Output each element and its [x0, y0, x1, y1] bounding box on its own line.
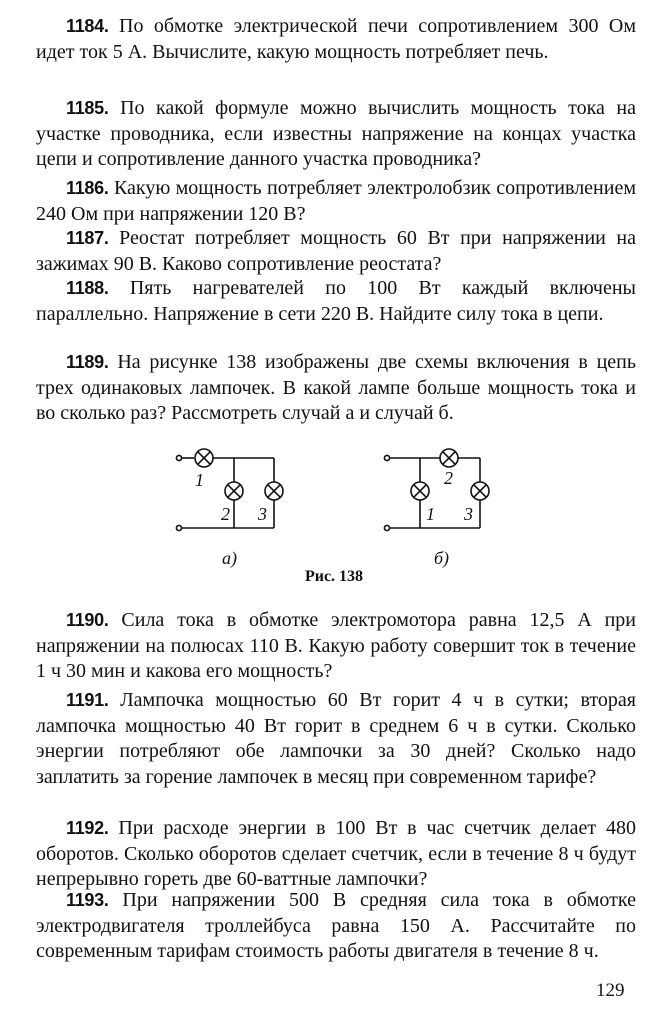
problem-number: 1189.	[66, 352, 109, 372]
lamp-icon	[265, 482, 283, 500]
problem-number: 1191.	[66, 690, 109, 710]
problem-text: По какой формуле можно вычислить мощность тока на участке проводника, если известны напряжение на концах участка цепи и сопротивление данного участка проводника?	[36, 97, 636, 171]
lamp-icon	[225, 482, 243, 500]
lamp-icon	[440, 449, 458, 467]
circuit-b	[384, 449, 489, 531]
problem-number: 1185.	[66, 98, 109, 118]
problem-1191	[36, 688, 636, 790]
terminal-icon	[384, 455, 389, 460]
problem-number: 1184.	[66, 16, 109, 36]
problem-text: Сила тока в обмотке электромотора равна 12,5 А при напряжении на полюсах 110 В. Какую работу совершит ток в течение 1 ч 30 мин и какова его мощность?	[36, 609, 637, 683]
problem-text: По обмотке электрической печи сопротивлением 300 Ом идет ток 5 А. Вычислите, какую мощность потребляет печь.	[36, 15, 636, 63]
lamp-label-a-3: 3	[258, 504, 267, 524]
lamp-icon	[411, 482, 429, 500]
problem-1187	[36, 226, 636, 277]
lamp-label-a-1: 1	[195, 470, 204, 490]
lamp-label-b-2: 2	[444, 468, 453, 488]
problem-1185	[36, 96, 636, 173]
page-number: 129	[596, 980, 625, 1001]
problem-text: При расходе энергии в 100 Вт в час счетчик делает 480 оборотов. Сколько оборотов сделает счетчик, если в течение 8 ч будут непрерывно гореть две 60-ваттные лампочки?	[36, 817, 637, 891]
problem-1190	[36, 608, 636, 685]
circuit-b-label: б)	[434, 548, 450, 568]
problem-text: Пять нагревателей по 100 Вт каждый включены параллельно. Напряжение в сети 220 В. Найдите силу тока в цепи.	[36, 277, 636, 325]
problem-text: Какую мощность потребляет электролобзик сопротивлением 240 Ом при напряжении 120 В?	[36, 177, 636, 225]
problem-1189	[36, 350, 636, 427]
problem-text: При напряжении 500 В средняя сила тока в обмотке электродвигателя троллейбуса равна 150 А. Рассчитайте по современным тарифам стоимость работы двигателя в течение 8 ч.	[36, 889, 636, 963]
lamp-label-b-3: 3	[464, 504, 473, 524]
problem-text: Реостат потребляет мощность 60 Вт при напряжении на зажимах 90 В. Каково сопротивление реостата?	[36, 227, 637, 275]
problem-1186	[36, 176, 636, 227]
lamp-label-a-2: 2	[221, 504, 230, 524]
terminal-icon	[176, 525, 181, 530]
problem-1184	[36, 14, 636, 65]
problem-number: 1192.	[66, 818, 109, 838]
problem-number: 1186.	[66, 178, 109, 198]
terminal-icon	[384, 525, 389, 530]
problem-number: 1190.	[66, 610, 109, 630]
problem-1193	[36, 888, 636, 965]
problem-text: На рисунке 138 изображены две схемы включения в цепь трех одинаковых лампочек. В какой лампе больше мощность тока и во сколько раз? Рассмотреть случай а и случай б.	[36, 351, 636, 425]
lamp-icon	[471, 482, 489, 500]
problem-number: 1187.	[66, 228, 109, 248]
lamp-label-b-1: 1	[426, 504, 435, 524]
lamp-icon	[195, 449, 213, 467]
terminal-icon	[176, 455, 181, 460]
problem-number: 1188.	[66, 278, 109, 298]
problem-1192	[36, 816, 636, 893]
problem-number: 1193.	[66, 890, 109, 910]
circuit-a-label: а)	[222, 548, 237, 568]
problem-1188	[36, 276, 636, 327]
problem-text: Лампочка мощностью 60 Вт горит 4 ч в сутки; вторая лампочка мощностью 40 Вт горит в среднем 6 ч в сутки. Сколько энергии потребляют обе лампочки за 30 дней? Сколько надо заплатить за горение лампочек в месяц при современном тарифе?	[36, 689, 636, 788]
figure-caption: Рис. 138	[304, 568, 364, 585]
